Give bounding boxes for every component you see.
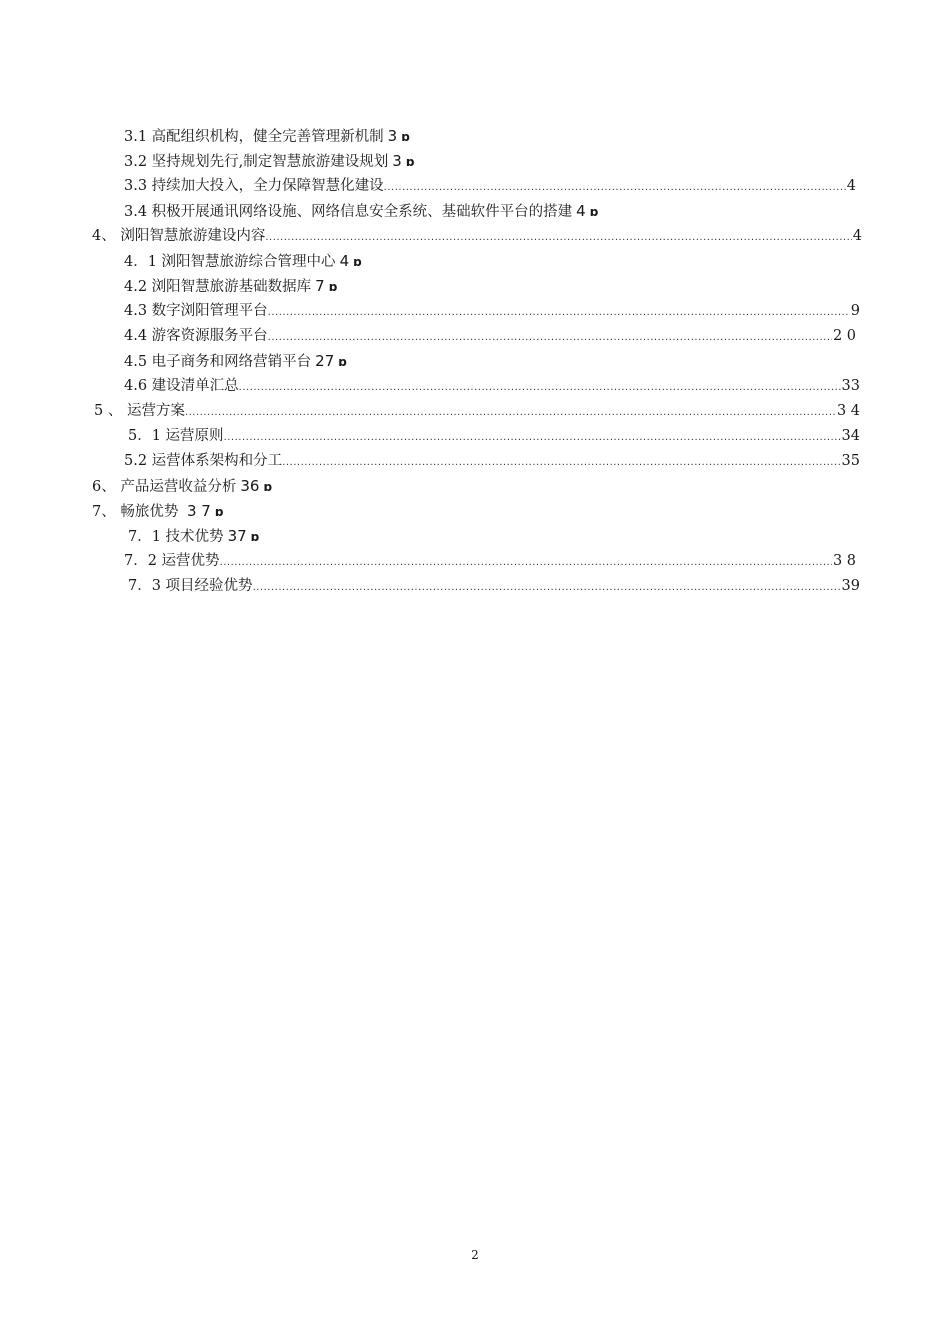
toc-entry-label: 3.3 持续加大投入，全力保障智慧化建设 <box>124 178 384 194</box>
toc-entry-page: 4 <box>576 202 586 220</box>
toc-entry-label: 7、 畅旅优势 <box>92 504 183 520</box>
toc-entry-page: 7 <box>315 277 325 295</box>
toc-entry-page: 34 <box>841 428 860 444</box>
toc-leader-dots <box>253 575 841 600</box>
toc-entry-page: 33 <box>841 378 860 394</box>
toc-entry-5-1 <box>0 424 860 449</box>
toc-entry-page: 3 7 <box>186 502 211 520</box>
toc-entry-page: 3 8 <box>832 553 856 569</box>
toc-entry-3-4 <box>0 199 950 224</box>
toc-entry-3-3 <box>0 174 856 199</box>
toc-entry-label: 4.3 数字浏阳管理平台 <box>124 303 268 319</box>
toc-entry-mark: ɒ <box>353 255 362 269</box>
toc-entry-page: 36 <box>240 477 260 495</box>
toc-entry-label: 7．2 运营优势 <box>124 553 220 569</box>
page-number: 2 <box>471 1248 479 1262</box>
toc-entry-page: 27 <box>315 352 335 370</box>
toc-entry-4-5 <box>0 349 950 374</box>
toc-entry-7-3 <box>0 574 860 599</box>
toc-leader-dots <box>384 175 846 200</box>
toc-entry-5 <box>0 399 860 424</box>
toc-entry-mark: ɒ <box>405 155 415 169</box>
toc-entry-7-2 <box>0 549 856 574</box>
toc-leader-dots <box>268 300 850 325</box>
toc-entry-page: 4 <box>852 228 862 244</box>
toc-entry-label: 4．1 浏阳智慧旅游综合管理中心 <box>124 254 336 270</box>
toc-entry-label: 5．1 运营原则 <box>128 428 224 444</box>
toc-entry-label: 5.2 运营体系架构和分工 <box>124 453 283 469</box>
toc-leader-dots <box>282 450 840 475</box>
toc-entry-page: 9 <box>850 303 860 319</box>
toc-entry-page: 39 <box>841 578 860 594</box>
toc-entry-page: 3 <box>387 127 398 145</box>
toc-entry-4-2 <box>0 274 950 299</box>
toc-entry-4-1 <box>0 249 950 274</box>
toc-entry-label: 7．3 项目经验优势 <box>128 578 253 594</box>
toc-entry-4-3 <box>0 299 860 324</box>
toc-entry-label: 4.5 电子商务和网络营销平台 <box>124 354 312 370</box>
toc-entry-page: 4 <box>339 252 350 270</box>
toc-leader-dots <box>265 225 851 250</box>
toc-leader-dots <box>268 325 832 350</box>
toc-entry-label: 3.1 高配组织机构，健全完善管理新机制 <box>124 129 384 145</box>
toc-leader-dots <box>224 425 841 450</box>
toc-entry-page: 3 <box>392 152 402 170</box>
toc-entry-4-6 <box>0 374 860 399</box>
toc-entry-label: 6、 产品运营收益分析 <box>92 479 237 495</box>
toc-entry-label: 3.4 积极开展通讯网络设施、网络信息安全系统、基础软件平台的搭建 <box>124 204 573 220</box>
toc-entry-4 <box>0 224 862 249</box>
toc-entry-6 <box>0 474 950 499</box>
toc-entry-mark: ɒ <box>263 480 273 494</box>
toc-leader-dots <box>185 400 836 425</box>
toc-entry-page: 35 <box>841 453 860 469</box>
table-of-contents <box>0 124 950 599</box>
toc-entry-label: 3.2 坚持规划先行,制定智慧旅游建设规划 <box>124 154 389 170</box>
toc-entry-5-2 <box>0 449 860 474</box>
toc-entry-3-1 <box>0 124 950 149</box>
toc-entry-mark: ɒ <box>401 130 410 144</box>
toc-entry-page: 3 4 <box>836 403 860 419</box>
toc-entry-mark: ɒ <box>589 205 599 219</box>
toc-entry-page: 2 0 <box>832 328 856 344</box>
toc-entry-4-4 <box>0 324 856 349</box>
toc-entry-mark: ɒ <box>250 530 260 544</box>
toc-entry-page: 37 <box>227 527 247 545</box>
toc-entry-label: 5 、 运营方案 <box>94 403 185 419</box>
toc-entry-3-2 <box>0 149 950 174</box>
toc-leader-dots <box>220 550 832 575</box>
toc-entry-page: 4 <box>846 178 856 194</box>
toc-entry-label: 4、 浏阳智慧旅游建设内容 <box>92 228 266 244</box>
toc-entry-label: 7．1 技术优势 <box>128 529 224 545</box>
toc-leader-dots <box>239 375 841 400</box>
toc-entry-label: 4.2 浏阳智慧旅游基础数据库 <box>124 279 312 295</box>
toc-entry-mark: ɒ <box>214 505 224 519</box>
toc-entry-mark: ɒ <box>338 355 347 369</box>
toc-entry-7 <box>0 499 950 524</box>
toc-entry-label: 4.6 建设清单汇总 <box>124 378 239 394</box>
toc-entry-mark: ɒ <box>328 280 338 294</box>
toc-entry-label: 4.4 游客资源服务平台 <box>124 328 268 344</box>
toc-entry-7-1 <box>0 524 950 549</box>
